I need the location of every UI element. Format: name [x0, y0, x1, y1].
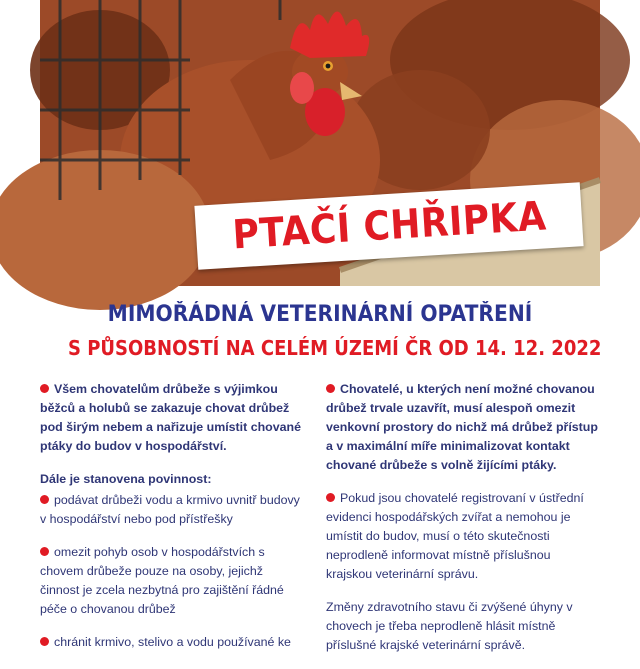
- list-item-text: omezit pohyb osob v hospodářstvích s chovem drůbeže pouze na osoby, jejichž činnost je zcela nezbytná pro zajištění řádné péče o chovanou drůbež: [40, 545, 284, 616]
- bullet-icon: [40, 637, 49, 646]
- bullet-icon: [40, 495, 49, 504]
- bullet-icon: [326, 493, 335, 502]
- sub-heading: S PŮSOBNOSTÍ NA CELÉM ÚZEMÍ ČR OD 14. 12. 2022: [68, 336, 602, 360]
- bold-paragraph-text: Chovatelé, u kterých není možné chovanou drůbež trvale uzavřít, musí alespoň omezit venkovní prostory do nichž má drůbež přístup a v maximální míře minimalizovat kontakt chované drůbeže s volně žijícími ptáky.: [326, 382, 598, 472]
- bullet-icon: [326, 384, 335, 393]
- main-heading: MIMOŘÁDNÁ VETERINÁRNÍ OPATŘENÍ: [107, 302, 533, 327]
- list-item: [40, 543, 302, 619]
- list-item-text: podávat drůbeži vodu a krmivo uvnitř budovy v hospodářství nebo pod přístřešky: [40, 493, 300, 526]
- list-item-text: chránit krmivo, stelivo a vodu používané ke: [54, 635, 291, 649]
- bold-paragraph: [326, 380, 600, 475]
- left-column: [40, 380, 302, 666]
- intro-paragraph: [40, 380, 302, 456]
- page-title: PTAČÍ CHŘIPKA: [230, 193, 548, 259]
- obligation-label: Dále je stanovena povinnost:: [40, 472, 212, 486]
- intro-text: Všem chovatelům drůbeže s výjimkou běžců a holubů se zakazuje chovat drůbež pod širým nebem a nařizuje umístit chované ptáky do budov v hospodářství.: [40, 382, 301, 453]
- bullet-icon: [40, 547, 49, 556]
- bullet-icon: [40, 384, 49, 393]
- registered-paragraph: [326, 489, 600, 584]
- list-item: [40, 491, 302, 529]
- registered-paragraph-text: Pokud jsou chovatelé registrovaní v ústřední evidenci hospodářských zvířat a nemohou je umístit do budov, musí o této skutečnosti neprodleně informovat místně příslušnou krajskou veterinární správu.: [326, 491, 584, 581]
- health-note: Změny zdravotního stavu či zvýšené úhyny v chovech je třeba neprodleně hlásit místně příslušné krajské veterinární správě.: [326, 600, 573, 652]
- right-column: [326, 380, 600, 669]
- list-item: [40, 633, 302, 652]
